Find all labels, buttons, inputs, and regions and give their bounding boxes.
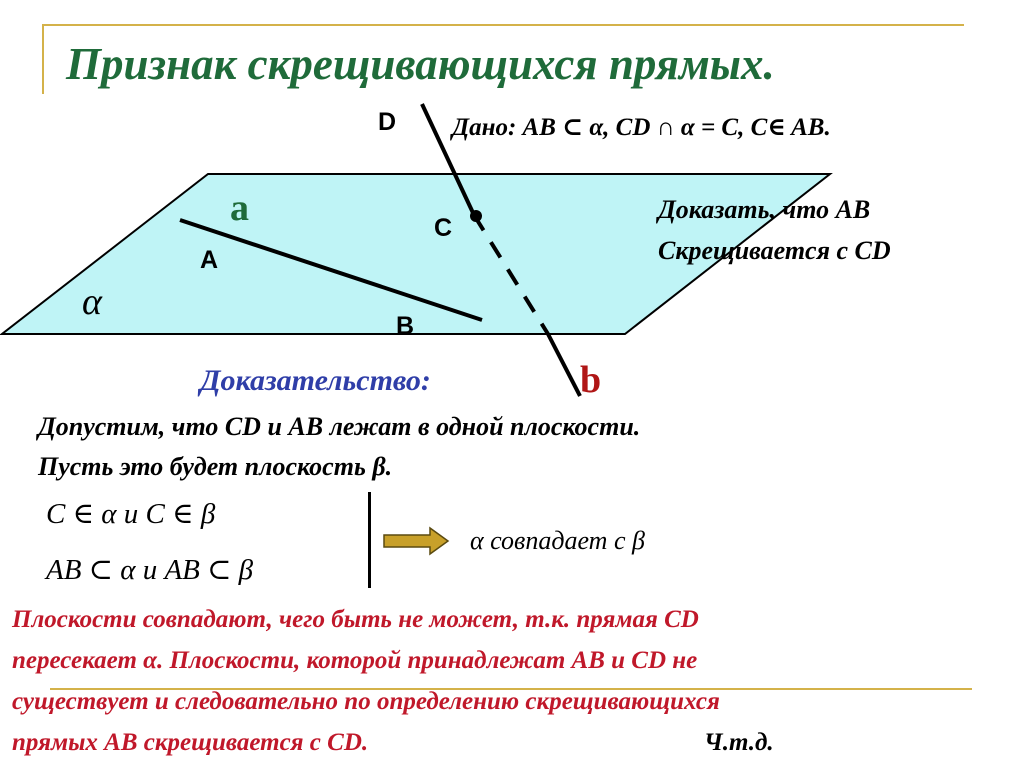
label-b: B [396,312,415,340]
line-a-label: a [230,187,249,229]
math-subset-ab: AB ⊂ α и AB ⊂ β [46,554,254,586]
label-c: C [434,214,453,242]
prove-statement-line2: Скрещивается с CD [658,236,891,265]
assumption-line2: Пусть это будет плоскость β. [38,452,393,481]
final-line3: существует и следовательно по определению скрещивающихся [12,688,720,715]
conclusion-planes-coincide: α совпадает с β [470,526,645,555]
line-b-label: b [580,359,602,401]
label-a: A [200,246,219,274]
given-statement: Дано: АВ ⊂ α, CD ∩ α = C, C∈ AB. [452,114,831,141]
math-membership-c: C ∈ α и C ∈ β [46,498,216,530]
qed-mark: Ч.т.д. [704,729,774,756]
implication-bracket [368,492,371,588]
point-c-dot [470,210,482,222]
assumption-line1: Допустим, что CD и AB лежат в одной плоскости. [38,412,641,441]
label-alpha: α [82,281,102,323]
prove-statement-line1: Доказать, что АВ [658,195,871,224]
line-cd-lower [548,334,580,396]
final-line1: Плоскости совпадают, чего быть не может, т.к. прямая CD [12,606,699,633]
final-line2: пересекает α. Плоскости, которой принадлежат АВ и CD не [12,647,698,674]
label-d: D [378,108,397,136]
proof-heading: Доказательство: [200,364,431,397]
final-line4: прямых АВ скрещивается с CD. [12,729,369,756]
slide-title: Признак скрещивающихся прямых. [66,39,775,89]
arrow-icon [382,526,452,556]
